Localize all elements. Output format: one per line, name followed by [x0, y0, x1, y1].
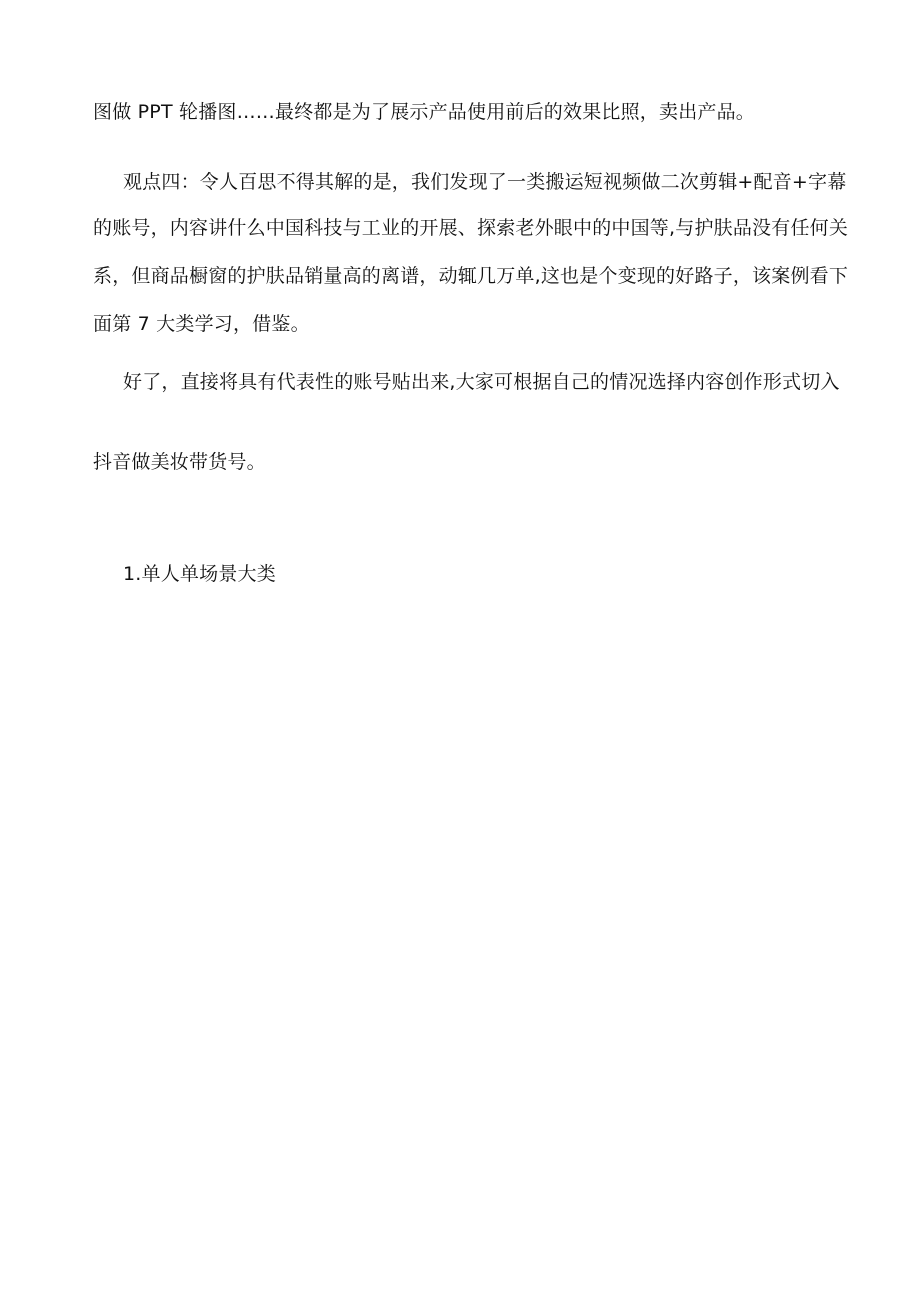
- paragraph-line-7: 抖音做美妆带货号。: [93, 451, 266, 473]
- paragraph-line-2: 观点四：令人百思不得其解的是，我们发现了一类搬运短视频做二次剪辑+配音+字幕: [123, 171, 847, 193]
- paragraph-line-4: 系，但商品橱窗的护肤品销量高的离谱，动辄几万单,这也是个变现的好路子，该案例看下: [93, 265, 849, 287]
- paragraph-line-1: 图做 PPT 轮播图……最终都是为了展示产品使用前后的效果比照，卖出产品。: [93, 101, 756, 123]
- paragraph-line-5: 面第 7 大类学习，借鉴。: [93, 313, 310, 335]
- paragraph-line-3: 的账号，内容讲什么中国科技与工业的开展、探索老外眼中的中国等,与护肤品没有任何关: [93, 217, 849, 239]
- paragraph-line-6: 好了，直接将具有代表性的账号贴出来,大家可根据自己的情况选择内容创作形式切入: [123, 371, 840, 393]
- section-heading: 1.单人单场景大类: [123, 563, 276, 585]
